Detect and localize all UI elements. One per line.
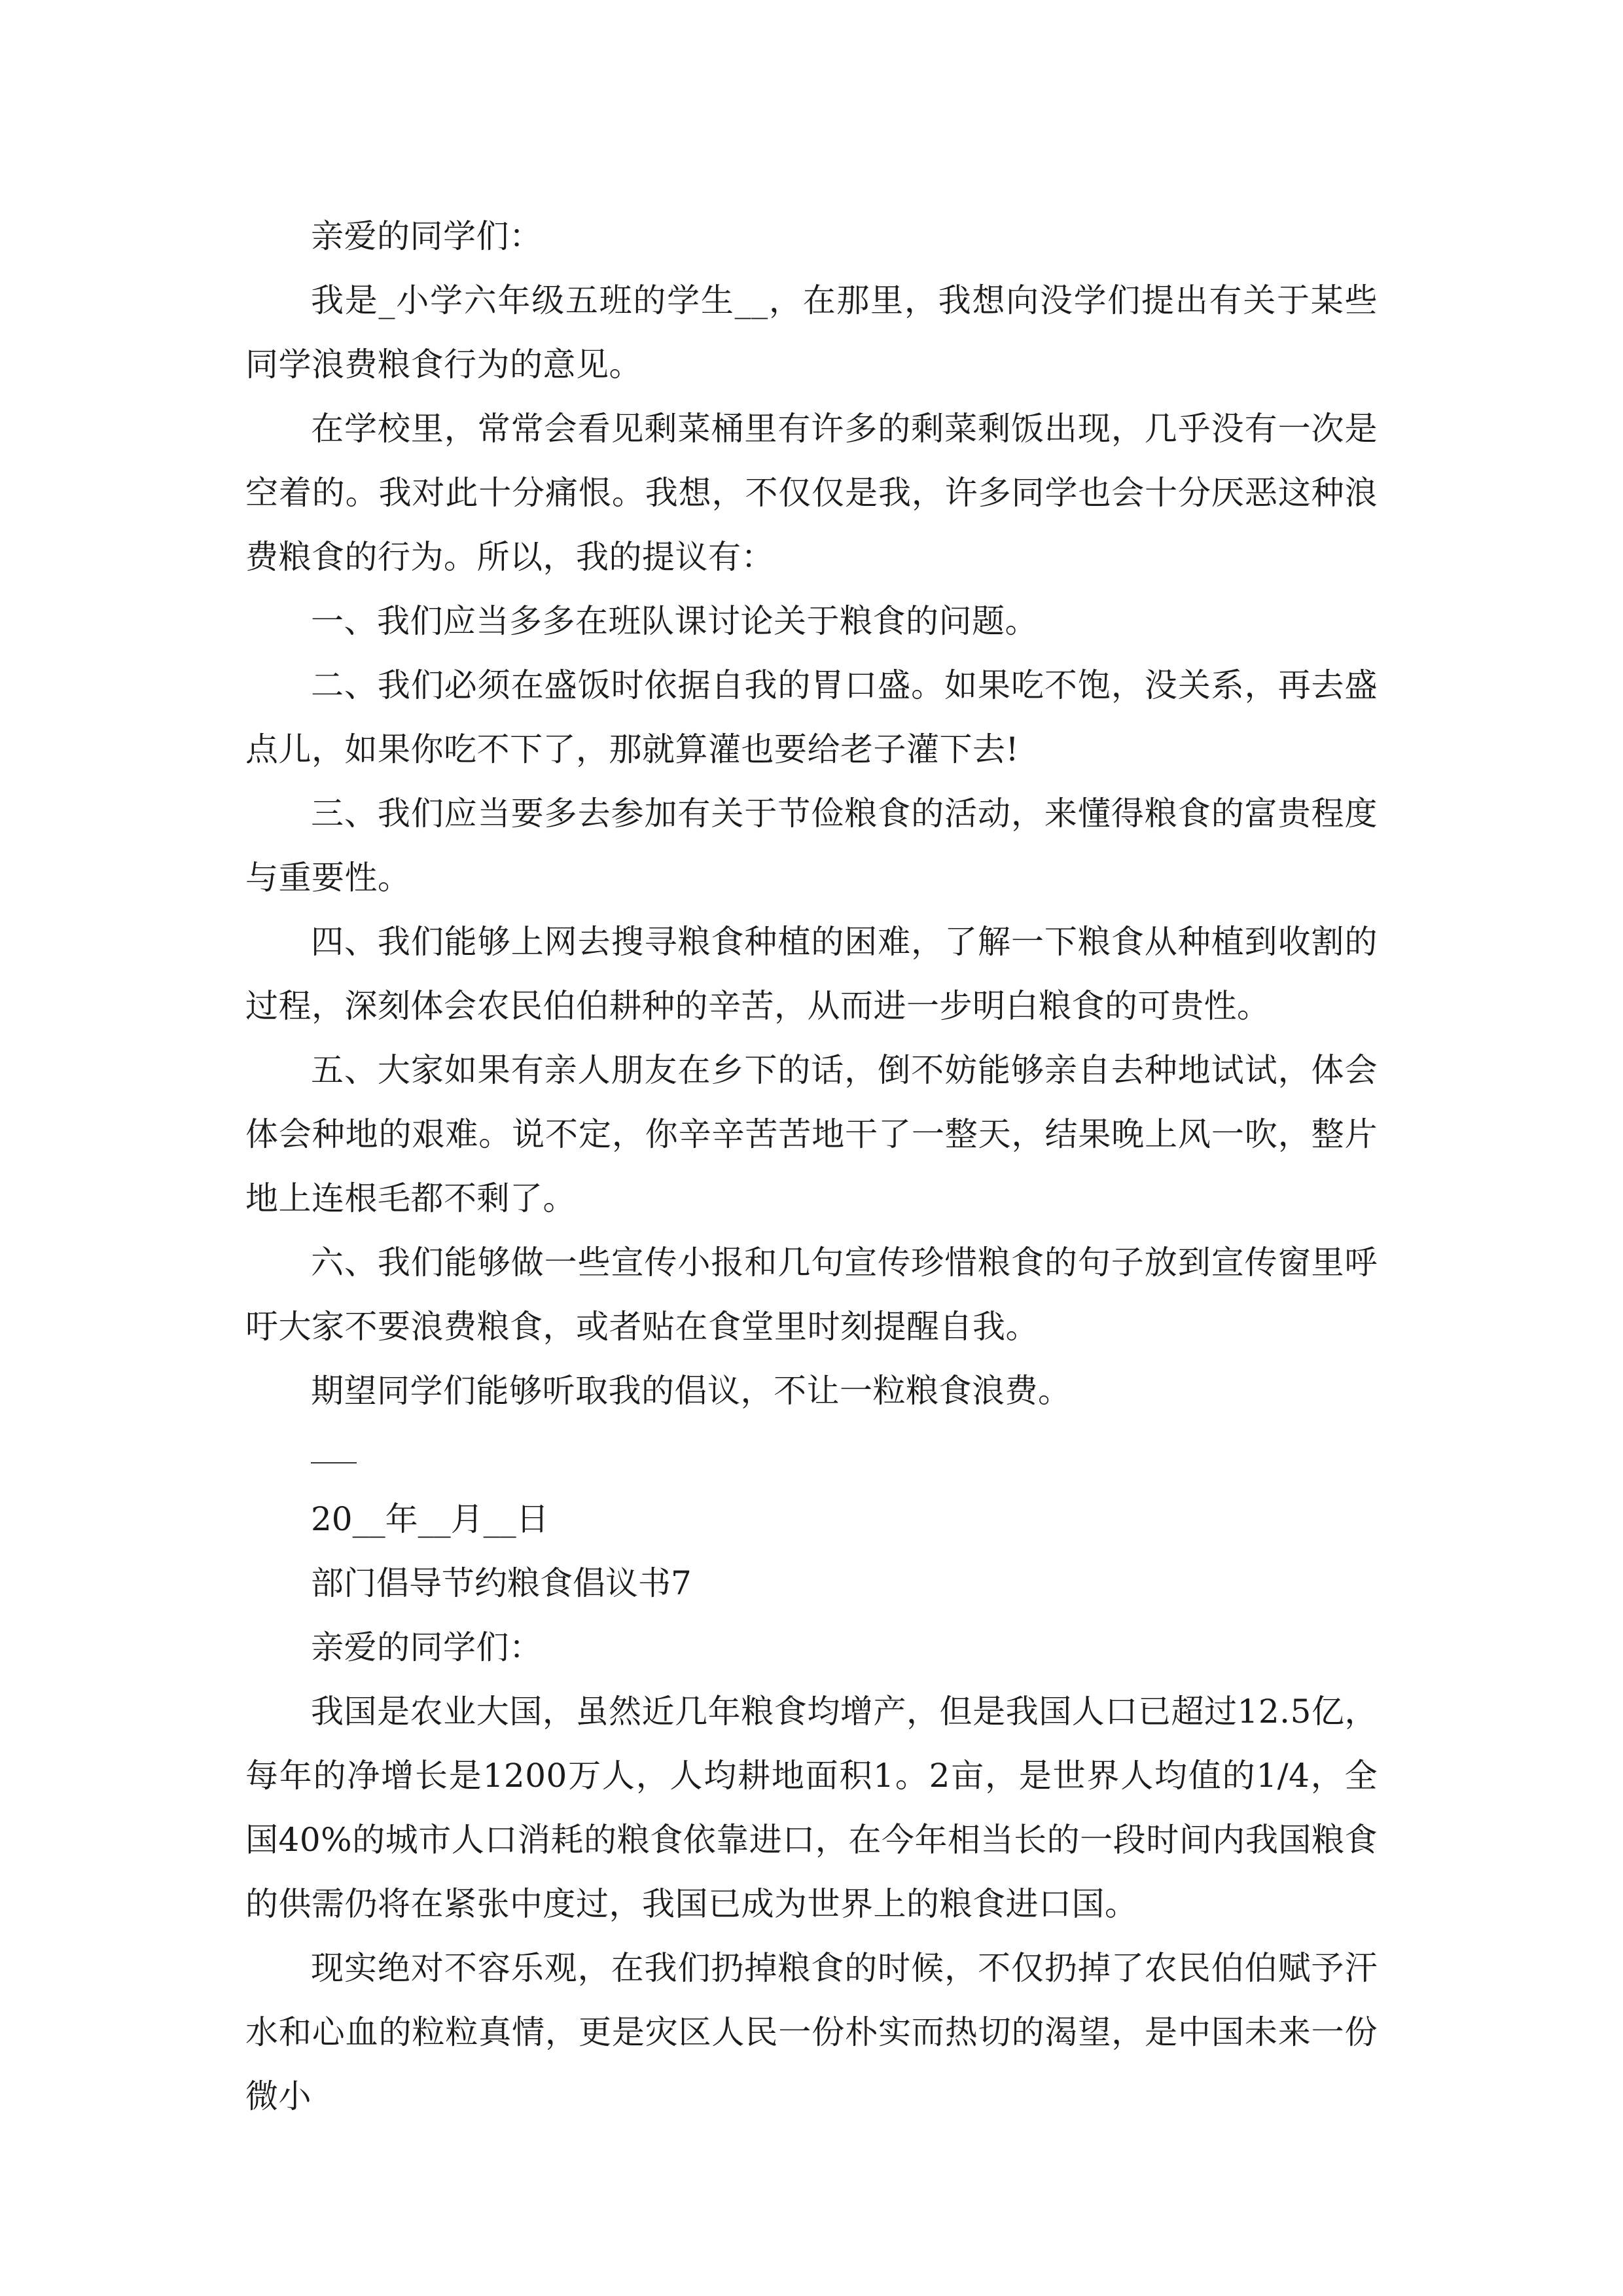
paragraph-statistics: 我国是农业大国，虽然近几年粮食均增产，但是我国人口已超过12.5亿，每年的净增长是1200万人，人均耕地面积1。2亩，是世界人均值的1/4，全国40%的城市人口消耗的粮食依靠进口，在今年相当长的一段时间内我国粮食的供需仍将在紧张中度过，我国已成为世界上的粮食进口国。 [245,1693,1378,1923]
closing-wish: 期望同学们能够听取我的倡议，不让一粒粮食浪费。 [311,1372,1071,1410]
proposal-item-1: 一、我们应当多多在班队课讨论关于粮食的问题。 [311,602,1038,640]
document-body [245,204,1378,2128]
date-line: 20__年__月__日 [311,1500,549,1538]
signature-blank [245,1423,1378,1487]
proposal-item-3: 三、我们应当要多去参加有关于节俭粮食的活动，来懂得粮食的富贵程度与重要性。 [245,795,1378,897]
paragraph-observation: 在学校里，常常会看见剩菜桶里有许多的剩菜剩饭出现，几乎没有一次是空着的。我对此十分痛恨。我想，不仅仅是我，许多同学也会十分厌恶这种浪费粮食的行为。所以，我的提议有： [245,410,1378,576]
salutation: 亲爱的同学们： [311,217,543,255]
proposal-item-2: 二、我们必须在盛饭时依据自我的胃口盛。如果吃不饱，没关系，再去盛点儿，如果你吃不下了，那就算灌也要给老子灌下去! [245,666,1378,768]
signature-underline [311,1462,357,1463]
proposal-item-5: 五、大家如果有亲人朋友在乡下的话，倒不妨能够亲自去种地试试，体会体会种地的艰难。说不定，你辛辛苦苦地干了一整天，结果晚上风一吹，整片地上连根毛都不剩了。 [245,1051,1378,1217]
section-title: 部门倡导节约粮食倡议书7 [311,1564,692,1602]
proposal-item-4: 四、我们能够上网去搜寻粮食种植的困难，了解一下粮食从种植到收割的过程，深刻体会农民伯伯耕种的辛苦，从而进一步明白粮食的可贵性。 [245,923,1378,1025]
paragraph-intro: 我是_小学六年级五班的学生__，在那里，我想向没学们提出有关于某些同学浪费粮食行为的意见。 [245,281,1378,384]
paragraph-reality: 现实绝对不容乐观，在我们扔掉粮食的时候，不仅扔掉了农民伯伯赋予汗水和心血的粒粒真情，更是灾区人民一份朴实而热切的渴望，是中国未来一份微小 [245,1949,1378,2115]
proposal-item-6: 六、我们能够做一些宣传小报和几句宣传珍惜粮食的句子放到宣传窗里呼吁大家不要浪费粮食，或者贴在食堂里时刻提醒自我。 [245,1244,1378,1346]
salutation-2: 亲爱的同学们： [311,1628,543,1666]
